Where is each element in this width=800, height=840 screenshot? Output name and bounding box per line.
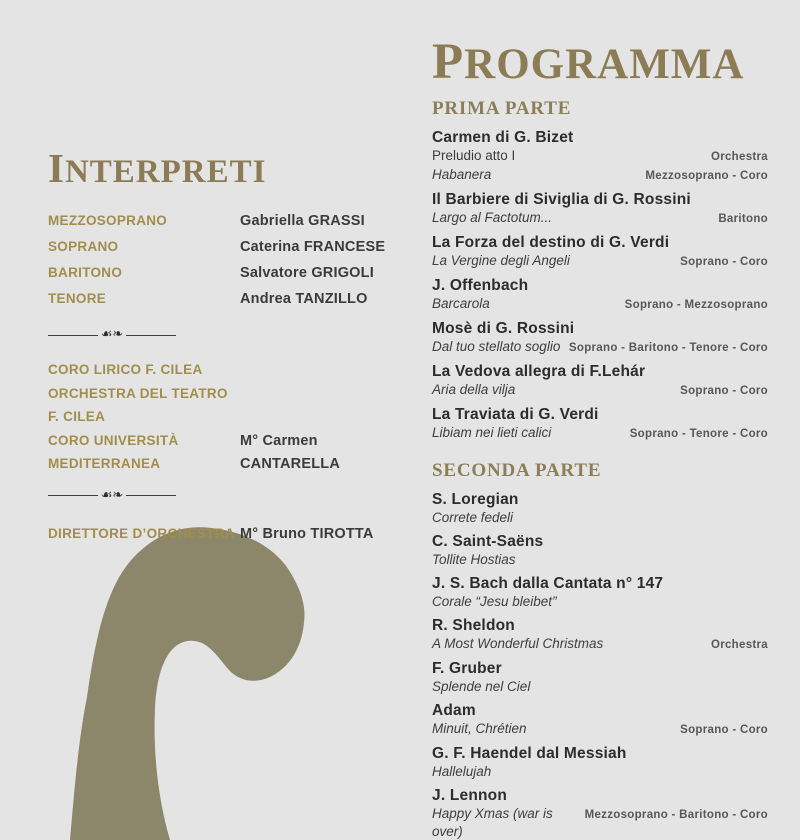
divider-line bbox=[126, 495, 176, 496]
piece-line bbox=[432, 720, 768, 739]
ensemble-row bbox=[48, 382, 393, 429]
section-divider bbox=[48, 328, 176, 342]
performer-row bbox=[48, 234, 393, 260]
ensemble-name-label: ORCHESTRA DEL TEATRO F. CILEA bbox=[48, 385, 228, 424]
piece-line bbox=[432, 166, 768, 185]
piece-line bbox=[432, 295, 768, 314]
piece-title: C. Saint-Saëns bbox=[432, 533, 544, 550]
piece-subtitle: Aria della vilja bbox=[432, 382, 516, 397]
performer-role-label: BARITONO bbox=[48, 265, 123, 280]
program-entry bbox=[432, 532, 768, 569]
divider-line bbox=[48, 495, 98, 496]
piece-line bbox=[432, 209, 768, 228]
program-entry bbox=[432, 233, 768, 271]
ensemble-name-label: CORO UNIVERSITÀ MEDITERRANEA bbox=[48, 432, 179, 471]
piece-voices: Orchestra bbox=[710, 639, 768, 651]
piece-subtitle: Tollite Hostias bbox=[432, 552, 516, 567]
piece-line bbox=[432, 551, 768, 569]
piece-voices: Mezzosoprano - Coro bbox=[645, 170, 768, 182]
piece-line bbox=[432, 763, 768, 781]
piece-voices: Soprano - Coro bbox=[680, 256, 768, 268]
piece-line bbox=[432, 252, 768, 271]
part-label: SECONDA PARTE bbox=[432, 460, 602, 481]
performer-name: Gabriella GRASSI bbox=[240, 213, 365, 229]
piece-subtitle: Largo al Factotum... bbox=[432, 210, 553, 225]
program-sections bbox=[432, 97, 768, 840]
piece-subtitle: Dal tuo stellato soglio bbox=[432, 339, 561, 354]
piece-voices: Soprano - Tenore - Coro bbox=[629, 428, 768, 440]
piece-title: J. S. Bach dalla Cantata n° 147 bbox=[432, 575, 664, 592]
piece-voices: Soprano - Mezzosoprano bbox=[624, 299, 768, 311]
piece-title: S. Loregian bbox=[432, 491, 519, 508]
piece-title: G. F. Haendel dal Messiah bbox=[432, 745, 627, 762]
piece-line bbox=[432, 635, 768, 654]
piece-subtitle: Barcarola bbox=[432, 296, 490, 311]
ensemble-row bbox=[48, 358, 393, 382]
direttore-role-label: DIRETTORE D’ORCHESTRA bbox=[48, 525, 235, 541]
piece-title: F. Gruber bbox=[432, 660, 502, 677]
direttore-row bbox=[48, 521, 393, 547]
ensemble-name-label: CORO LIRICO F. CILEA bbox=[48, 362, 203, 377]
piece-title: Adam bbox=[432, 702, 476, 719]
program-entry bbox=[432, 190, 768, 228]
program-entry bbox=[432, 490, 768, 527]
fleuron-ornament-icon: ☙❧ bbox=[100, 487, 124, 503]
piece-title: La Traviata di G. Verdi bbox=[432, 406, 599, 423]
piece-subtitle: Preludio atto I bbox=[432, 148, 516, 163]
performer-row bbox=[48, 260, 393, 286]
piece-subtitle: Habanera bbox=[432, 167, 492, 182]
piece-voices: Baritono bbox=[718, 213, 768, 225]
ensembles-list bbox=[48, 358, 393, 477]
piece-line bbox=[432, 678, 768, 696]
piece-title: J. Offenbach bbox=[432, 277, 529, 294]
performer-row bbox=[48, 286, 393, 312]
interpreti-section bbox=[48, 145, 393, 547]
fleuron-ornament-icon: ☙❧ bbox=[100, 327, 124, 342]
ensemble-director-name: M° Carmen CANTARELLA bbox=[240, 432, 340, 472]
piece-line bbox=[432, 805, 768, 840]
piece-line bbox=[432, 593, 768, 611]
program-entry bbox=[432, 405, 768, 443]
piece-line bbox=[432, 424, 768, 443]
piece-title: Carmen di G. Bizet bbox=[432, 129, 574, 146]
direttore-name: M° Bruno TIROTTA bbox=[240, 525, 374, 542]
performer-name: Andrea TANZILLO bbox=[240, 291, 368, 307]
piece-subtitle: Splende nel Ciel bbox=[432, 679, 531, 694]
program-entry bbox=[432, 276, 768, 314]
piece-voices: Soprano - Coro bbox=[680, 385, 768, 397]
section-divider bbox=[48, 489, 176, 503]
piece-line bbox=[432, 338, 768, 357]
piece-title: Il Barbiere di Siviglia di G. Rossini bbox=[432, 191, 691, 208]
piece-voices: Soprano - Coro bbox=[680, 724, 768, 736]
performers-list bbox=[48, 208, 393, 312]
piece-subtitle: Minuit, Chrétien bbox=[432, 721, 527, 736]
ensemble-row bbox=[48, 429, 393, 477]
piece-line bbox=[432, 381, 768, 400]
performer-row bbox=[48, 208, 393, 234]
piece-voices: Orchestra bbox=[710, 151, 768, 163]
divider-line bbox=[48, 335, 98, 336]
performer-name: Salvatore GRIGOLI bbox=[240, 265, 374, 281]
piece-title: La Forza del destino di G. Verdi bbox=[432, 234, 670, 251]
piece-subtitle: Hallelujah bbox=[432, 764, 492, 779]
performer-role-label: SOPRANO bbox=[48, 239, 119, 254]
interpreti-title: INTERPRETI bbox=[48, 145, 267, 191]
piece-voices: Mezzosoprano - Baritono - Coro bbox=[584, 809, 768, 821]
piece-title: R. Sheldon bbox=[432, 617, 515, 634]
piece-title: J. Lennon bbox=[432, 787, 507, 804]
piece-line bbox=[432, 509, 768, 527]
piece-subtitle: La Vergine degli Angeli bbox=[432, 253, 570, 268]
program-entry bbox=[432, 362, 768, 400]
piece-subtitle: Happy Xmas (war is over) bbox=[432, 806, 553, 839]
program-entry bbox=[432, 786, 768, 840]
piece-subtitle: A Most Wonderful Christmas bbox=[432, 636, 604, 651]
program-entry bbox=[432, 574, 768, 611]
piece-subtitle: Libiam nei lieti calici bbox=[432, 425, 552, 440]
program-entry bbox=[432, 701, 768, 739]
piece-subtitle: Correte fedeli bbox=[432, 510, 514, 525]
program-entry bbox=[432, 128, 768, 185]
performer-role-label: MEZZOSOPRANO bbox=[48, 213, 168, 228]
programma-title: PROGRAMMA bbox=[432, 34, 745, 90]
program-entry bbox=[432, 319, 768, 357]
divider-line bbox=[126, 335, 176, 336]
piece-title: Mosè di G. Rossini bbox=[432, 320, 575, 337]
performer-role-label: TENORE bbox=[48, 291, 107, 306]
program-entry bbox=[432, 659, 768, 696]
program-entry bbox=[432, 616, 768, 654]
piece-voices: Soprano - Baritono - Tenore - Coro bbox=[568, 342, 768, 354]
performer-name: Caterina FRANCESE bbox=[240, 239, 386, 255]
programma-section bbox=[432, 34, 768, 840]
piece-line bbox=[432, 147, 768, 166]
piece-subtitle: Corale “Jesu bleibet” bbox=[432, 594, 557, 609]
piece-title: La Vedova allegra di F.Lehár bbox=[432, 363, 646, 380]
program-entry bbox=[432, 744, 768, 781]
part-label: PRIMA PARTE bbox=[432, 98, 572, 119]
